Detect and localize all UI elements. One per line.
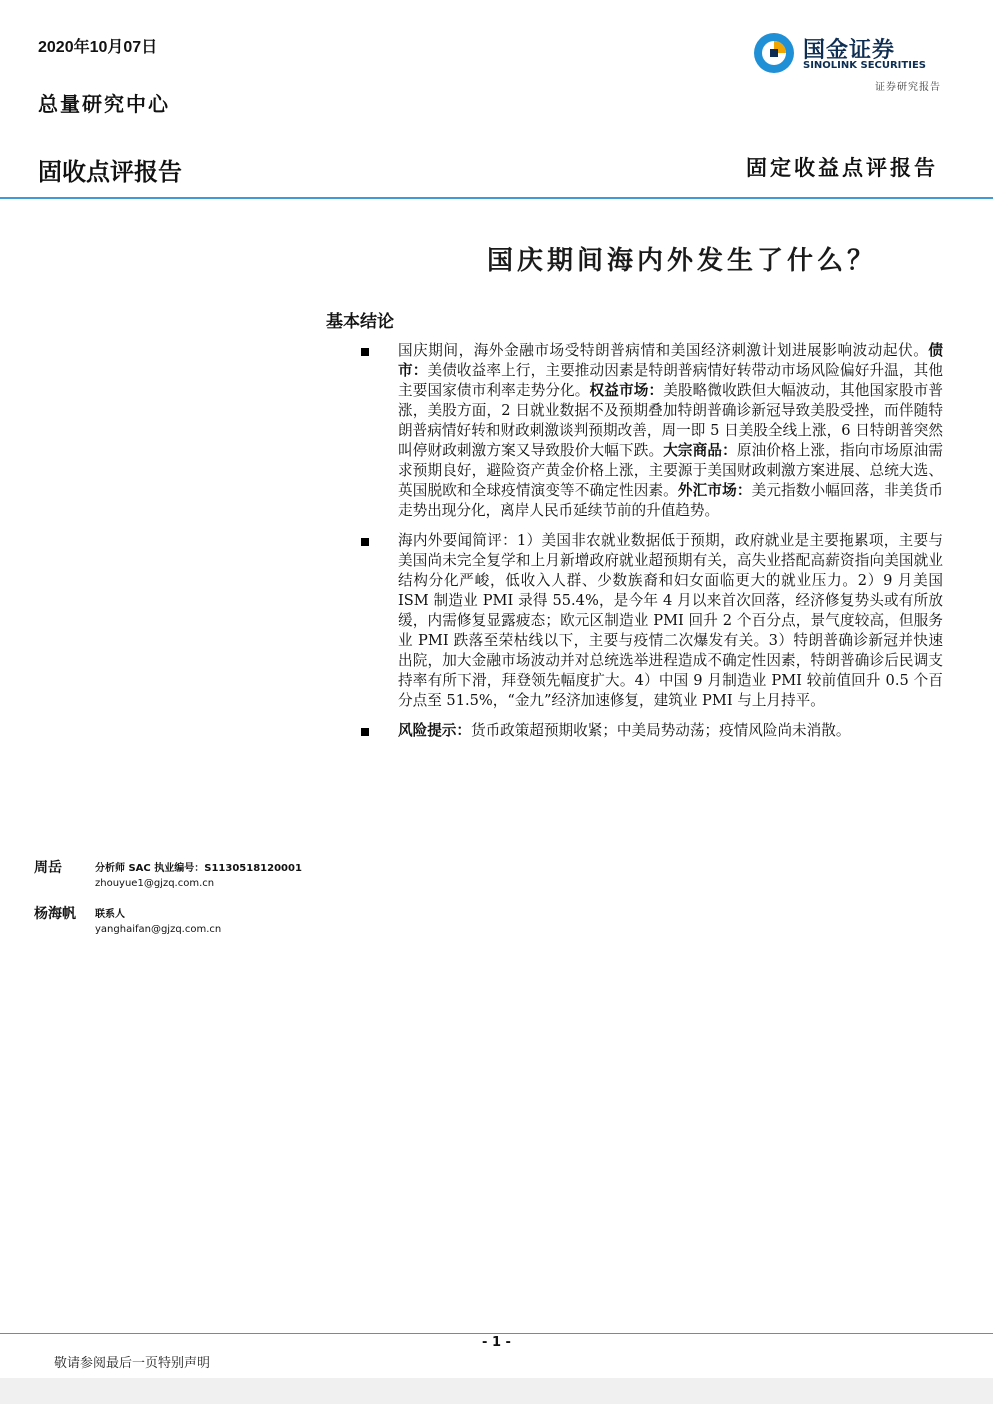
logo-name-cn: 国金证券: [803, 38, 896, 63]
logo-name-en: SINOLINK SECURITIES: [803, 60, 926, 71]
bullet-keyword: 风险提示：: [398, 722, 471, 739]
bullet-square-icon: [361, 348, 369, 356]
logo-subtitle: 证券研究报告: [875, 82, 941, 93]
bullet-square-icon: [361, 538, 369, 546]
conclusion-bullet: [358, 341, 943, 521]
bullet-text: 海内外要闻简评：1）美国非农就业数据低于预期，政府就业是主要拖累项，主要与美国尚未完全复学和上月新增政府就业超预期有关，高失业搭配高薪资指向美国就业结构分化严峻，低收入人群、少数族裔和妇女面临更大的就业压力。2）9 月美国 ISM 制造业 PMI 录得 55.4%，是今年 4 月以来首次回落，经济修复势头或有所放缓，内需修复显露疲态；欧元区制造业 PMI 回升 2 个百分点，景气度较高，但服务业 PMI 跌落至荣枯线以下，主要与疫情二次爆发有关。3）特朗普确诊新冠并快速出院，加大金融市场波动并对总统选举进程造成不确定性因素，特朗普确诊后民调支持率有所下滑，拜登领先幅度扩大。4）中国 9 月制造业 PMI 较前值回升 0.5 个百分点至 51.5%，“金九”经济加速修复，建筑业 PMI 与上月持平。: [398, 532, 943, 709]
report-type-right: 固定收益点评报告: [746, 155, 938, 180]
report-date: 2020年10月07日: [38, 39, 158, 56]
bullet-text: 美债收益率上行，主要推动因素是特朗普病情好转带动市场风险偏好升温，其他主要国家债市利率走势分化。: [398, 362, 943, 399]
bullet-text: 美元指数小幅回落，非美货币走势出现分化，离岸人民币延续节前的升值趋势。: [398, 482, 943, 519]
bullet-keyword: 大宗商品：: [663, 442, 737, 459]
author-info: [95, 861, 302, 891]
sinolink-logo-icon: [753, 32, 795, 74]
bullet-text: 国庆期间，海外金融市场受特朗普病情和美国经济刺激计划进展影响波动起伏。: [398, 342, 929, 359]
author-email[interactable]: zhouyue1@gjzq.com.cn: [95, 878, 215, 889]
bullet-keyword: 债市：: [398, 342, 943, 379]
disclaimer-note: 敬请参阅最后一页特别声明: [54, 1356, 211, 1371]
bullet-square-icon: [361, 728, 369, 736]
header-divider: [0, 197, 993, 199]
bullet-text: 原油价格上涨，指向市场原油需求预期良好，避险资产黄金价格上涨，主要源于美国财政刺激方案进展、总统大选、英国脱欧和全球疫情演变等不确定性因素。: [398, 442, 943, 499]
section-heading: 基本结论: [326, 312, 394, 332]
company-logo: [753, 32, 941, 76]
author-role: 分析师 SAC 执业编号：S1130518120001: [95, 863, 302, 874]
bullet-keyword: 权益市场：: [589, 382, 664, 399]
department-name: 总量研究中心: [38, 92, 170, 116]
report-title: 国庆期间海内外发生了什么？: [486, 246, 877, 276]
conclusion-bullet: [358, 531, 943, 711]
bullet-text: 货币政策超预期收紧；中美局势动荡；疫情风险尚未消散。: [470, 722, 851, 739]
footer-bar: [0, 1378, 993, 1404]
author-name: 周岳: [34, 860, 62, 876]
author-role: 联系人: [95, 909, 125, 920]
conclusion-bullet: [358, 721, 943, 741]
author-name: 杨海帆: [34, 906, 76, 922]
footer-divider: [0, 1333, 993, 1334]
report-type: 固收点评报告: [38, 158, 182, 186]
conclusion-list: [358, 341, 943, 751]
author-email[interactable]: yanghaifan@gjzq.com.cn: [95, 924, 222, 935]
bullet-text: 美股略微收跌但大幅波动，其他国家股市普涨，美股方面，2 日就业数据不及预期叠加特朗普确诊新冠导致美股受挫，而伴随特朗普病情好转和财政刺激谈判预期改善，周一即 5 日美股全线上涨，6 日特朗普突然叫停财政刺激方案又导致股价大幅下跌。: [398, 382, 943, 459]
page-number: - 1 -: [482, 1335, 511, 1350]
author-info: [95, 907, 221, 937]
bullet-keyword: 外汇市场：: [677, 482, 752, 499]
